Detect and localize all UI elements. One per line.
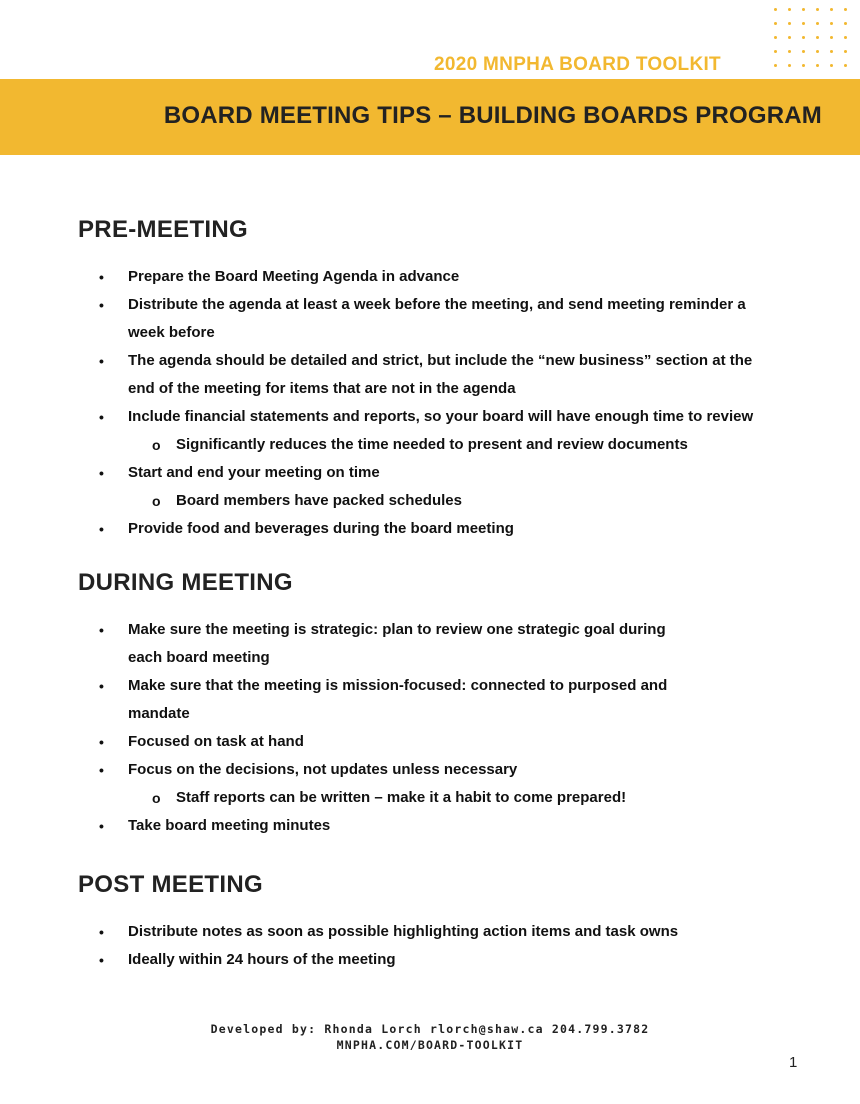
decorative-dot: [802, 22, 805, 25]
list-item-text-line: Ideally within 24 hours of the meeting: [128, 951, 396, 968]
decorative-dot: [788, 22, 791, 25]
decorative-dot: [830, 36, 833, 39]
title-banner: [0, 79, 860, 155]
bullet-icon: •: [99, 734, 104, 750]
decorative-dot: [802, 50, 805, 53]
decorative-dot: [774, 8, 777, 11]
list-item: [0, 459, 860, 487]
sub-bullet-icon: o: [152, 493, 161, 509]
list-item-text-line: Distribute the agenda at least a week before the meeting, and send meeting reminder a: [128, 296, 746, 313]
decorative-dot: [788, 36, 791, 39]
list-item: [0, 347, 860, 403]
decorative-dot: [844, 8, 847, 11]
decorative-dot: [802, 8, 805, 11]
decorative-dot: [788, 64, 791, 67]
list-item: [0, 672, 860, 728]
decorative-dot: [844, 50, 847, 53]
list-item-text-line: Take board meeting minutes: [128, 817, 331, 834]
decorative-dot: [774, 36, 777, 39]
section-title-during-meeting: DURING MEETING: [78, 569, 293, 596]
list-item-text-line: end of the meeting for items that are not in the agenda: [128, 380, 516, 397]
list-item: [0, 946, 860, 974]
decorative-dot: [802, 36, 805, 39]
sub-list-item: [0, 431, 860, 459]
list-item-text-line: Make sure the meeting is strategic: plan to review one strategic goal during: [128, 621, 666, 638]
list-item-text-line: Board members have packed schedules: [176, 492, 462, 509]
bullet-icon: •: [99, 521, 104, 537]
bullet-icon: •: [99, 269, 104, 285]
toolkit-kicker: 2020 MNPHA BOARD TOOLKIT: [434, 54, 721, 75]
bullet-icon: •: [99, 297, 104, 313]
decorative-dot: [830, 50, 833, 53]
decorative-dot: [788, 8, 791, 11]
list-item-text-line: Focus on the decisions, not updates unless necessary: [128, 761, 518, 778]
list-item-text-line: Provide food and beverages during the board meeting: [128, 520, 514, 537]
list-item-text-line: week before: [128, 324, 215, 341]
section-title-post-meeting: POST MEETING: [78, 871, 263, 898]
bullet-icon: •: [99, 952, 104, 968]
bullet-icon: •: [99, 924, 104, 940]
list-item-text-line: The agenda should be detailed and strict, but include the “new business” section at the: [128, 352, 753, 369]
list-item-text-line: Distribute notes as soon as possible highlighting action items and task owns: [128, 923, 679, 940]
list-item-text-line: Include financial statements and reports, so your board will have enough time to review: [128, 408, 754, 425]
bullet-icon: •: [99, 353, 104, 369]
footer-website: MNPHA.COM/BOARD-TOOLKIT: [336, 1038, 524, 1052]
pre-meeting-list: [0, 263, 860, 543]
page-number: 1: [789, 1054, 798, 1071]
bullet-icon: •: [99, 622, 104, 638]
bullet-icon: •: [99, 678, 104, 694]
sub-bullet-icon: o: [152, 437, 161, 453]
list-item: [0, 812, 860, 840]
list-item-text-line: each board meeting: [128, 649, 270, 666]
list-item-text-line: mandate: [128, 705, 190, 722]
bullet-icon: •: [99, 818, 104, 834]
decorative-dot: [830, 22, 833, 25]
decorative-dot: [844, 64, 847, 67]
during-meeting-list: [0, 616, 860, 840]
decorative-dot: [816, 64, 819, 67]
decorative-dot: [774, 50, 777, 53]
section-title-pre-meeting: PRE-MEETING: [78, 216, 248, 243]
list-item-text-line: Make sure that the meeting is mission-focused: connected to purposed and: [128, 677, 668, 694]
sub-list-item: [0, 784, 860, 812]
list-item-text-line: Prepare the Board Meeting Agenda in advance: [128, 268, 460, 285]
decorative-dot: [774, 22, 777, 25]
sub-bullet-icon: o: [152, 790, 161, 806]
list-item: [0, 728, 860, 756]
bullet-icon: •: [99, 762, 104, 778]
sub-list-item: [0, 487, 860, 515]
bullet-icon: •: [99, 465, 104, 481]
list-item: [0, 263, 860, 291]
decorative-dot-pattern: [770, 0, 860, 80]
decorative-dot: [830, 64, 833, 67]
decorative-dot: [802, 64, 805, 67]
decorative-dot: [844, 36, 847, 39]
page-title: BOARD MEETING TIPS – BUILDING BOARDS PROGRAM: [163, 102, 822, 129]
list-item-text-line: Staff reports can be written – make it a habit to come prepared!: [176, 789, 627, 806]
decorative-dot: [844, 22, 847, 25]
decorative-dot: [816, 50, 819, 53]
list-item: [0, 291, 860, 347]
list-item-text-line: Significantly reduces the time needed to present and review documents: [176, 436, 688, 453]
list-item: [0, 616, 860, 672]
list-item: [0, 515, 860, 543]
decorative-dot: [816, 22, 819, 25]
list-item-text-line: Start and end your meeting on time: [128, 464, 380, 481]
bullet-icon: •: [99, 409, 104, 425]
list-item-text-line: Focused on task at hand: [128, 733, 304, 750]
decorative-dot: [788, 50, 791, 53]
list-item: [0, 918, 860, 946]
decorative-dot: [816, 36, 819, 39]
decorative-dot: [830, 8, 833, 11]
list-item: [0, 403, 860, 431]
list-item: [0, 756, 860, 784]
decorative-dot: [816, 8, 819, 11]
decorative-dot: [774, 64, 777, 67]
post-meeting-list: [0, 918, 860, 974]
footer-credit: Developed by: Rhonda Lorch rlorch@shaw.ca 204.799.3782: [210, 1022, 650, 1036]
